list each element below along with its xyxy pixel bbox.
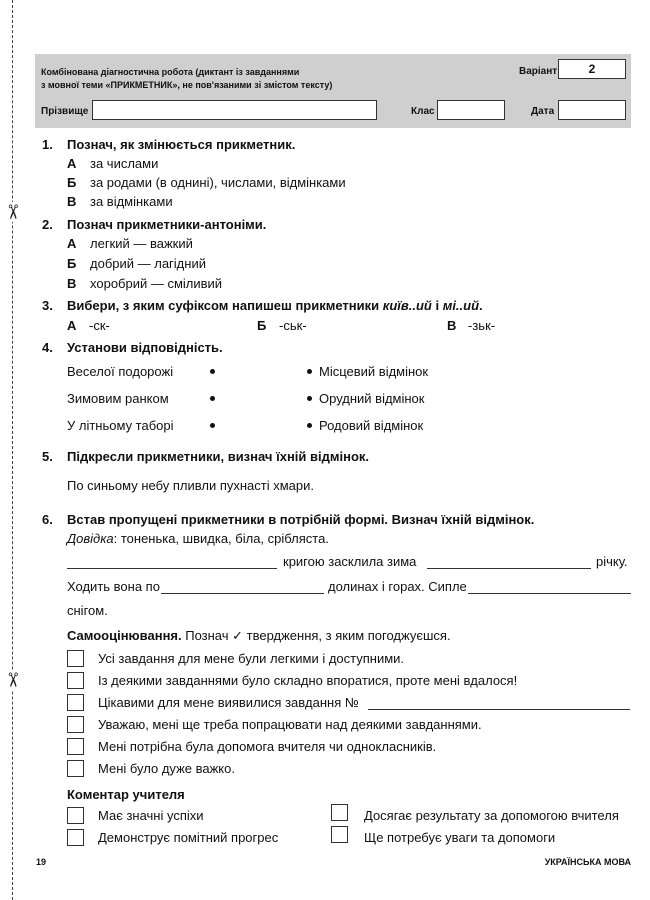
q3-option-c: -зьк- bbox=[468, 318, 496, 333]
worksheet-title bbox=[41, 66, 332, 92]
q6-blank-1[interactable] bbox=[67, 568, 277, 569]
q4-right-dot[interactable] bbox=[307, 369, 312, 374]
subject-label: УКРАЇНСЬКА МОВА bbox=[544, 857, 631, 867]
self-check-checkbox[interactable] bbox=[67, 672, 84, 689]
scissors-icon: ✂ bbox=[1, 671, 23, 689]
q4-left-dot[interactable] bbox=[210, 423, 215, 428]
q1-option-c-letter[interactable]: В bbox=[67, 194, 77, 209]
q4-left-dot[interactable] bbox=[210, 396, 215, 401]
self-check-checkbox[interactable] bbox=[67, 716, 84, 733]
q6-hint bbox=[67, 531, 329, 546]
q2-option-c: хоробрий — сміливий bbox=[90, 276, 223, 291]
q6-blank-4[interactable] bbox=[468, 593, 631, 594]
teacher-checkbox[interactable] bbox=[331, 804, 348, 821]
q6-hint-label: Довідка bbox=[67, 531, 114, 546]
q5-title: Підкресли прикметники, визнач їхній відмінок. bbox=[67, 449, 370, 464]
q4-right-item: Орудний відмінок bbox=[319, 391, 425, 406]
teacher-item: Має значні успіхи bbox=[98, 808, 204, 823]
q1-number: 1. bbox=[42, 137, 53, 152]
self-check-checkbox[interactable] bbox=[67, 694, 84, 711]
teacher-item: Ще потребує уваги та допомоги bbox=[364, 830, 556, 845]
q3-number: 3. bbox=[42, 298, 53, 313]
self-check-checkbox[interactable] bbox=[67, 760, 84, 777]
q2-option-a: легкий — важкий bbox=[90, 236, 193, 251]
q1-option-b: за родами (в однині), числами, відмінками bbox=[90, 175, 346, 190]
self-check-checkbox[interactable] bbox=[67, 738, 84, 755]
teacher-checkbox[interactable] bbox=[67, 829, 84, 846]
q6-title: Встав пропущені прикметники в потрібній формі. Визнач їхній відмінок. bbox=[67, 512, 535, 527]
q3-option-a: -ск- bbox=[89, 318, 110, 333]
q4-left-item: Зимовим ранком bbox=[67, 391, 169, 406]
q4-left-dot[interactable] bbox=[210, 369, 215, 374]
q6-line1-mid: кригою засклила зима bbox=[283, 554, 417, 569]
self-check-item: Усі завдання для мене були легкими і доступними. bbox=[98, 651, 405, 666]
self-assessment-instruction: Познач ✓ твердження, з яким погоджуєшся. bbox=[181, 628, 451, 643]
cut-line bbox=[12, 0, 13, 900]
teacher-item: Демонструє помітний прогрес bbox=[98, 830, 279, 845]
q4-left-item: У літньому таборі bbox=[67, 418, 174, 433]
variant-label: Варіант bbox=[519, 66, 558, 77]
q6-line2-start: Ходить вона по bbox=[67, 579, 160, 594]
teacher-comment-title: Коментар учителя bbox=[67, 787, 185, 802]
q2-option-a-letter[interactable]: А bbox=[67, 236, 77, 251]
q3-word-2: мі..ий bbox=[442, 298, 480, 313]
class-label: Клас bbox=[411, 106, 435, 117]
surname-field[interactable] bbox=[92, 100, 377, 120]
self-check-checkbox[interactable] bbox=[67, 650, 84, 667]
q6-number: 6. bbox=[42, 512, 53, 527]
q5-number: 5. bbox=[42, 449, 53, 464]
q2-number: 2. bbox=[42, 217, 53, 232]
self-check-item: Мені було дуже важко. bbox=[98, 761, 235, 776]
self-check-item: Мені потрібна була допомога вчителя чи однокласників. bbox=[98, 739, 437, 754]
q6-line2-mid: долинах і горах. Сипле bbox=[328, 579, 467, 594]
q6-blank-2[interactable] bbox=[427, 568, 591, 569]
surname-label: Прізвище bbox=[41, 106, 89, 117]
q5-sentence[interactable]: По синьому небу пливли пухнасті хмари. bbox=[67, 478, 314, 493]
q6-blank-3[interactable] bbox=[161, 593, 324, 594]
q1-title: Познач, як змінюється прикметник. bbox=[67, 137, 296, 152]
class-field[interactable] bbox=[437, 100, 505, 120]
q1-option-c: за відмінками bbox=[90, 194, 173, 209]
variant-field[interactable]: 2 bbox=[558, 59, 626, 79]
q4-number: 4. bbox=[42, 340, 53, 355]
q3-word-1: київ..ий bbox=[382, 298, 432, 313]
q2-option-c-letter[interactable]: В bbox=[67, 276, 77, 291]
q3-connector: і bbox=[431, 298, 443, 313]
self-check-item: Цікавими для мене виявилися завдання № bbox=[98, 695, 359, 710]
q3-title bbox=[67, 298, 483, 313]
scissors-icon: ✂ bbox=[1, 203, 23, 221]
teacher-item: Досягає результату за допомогою вчителя bbox=[364, 808, 619, 823]
q2-option-b-letter[interactable]: Б bbox=[67, 256, 77, 271]
q6-line3: снігом. bbox=[67, 603, 108, 618]
q2-title: Познач прикметники-антоніми. bbox=[67, 217, 267, 232]
date-label: Дата bbox=[531, 106, 555, 117]
q4-right-item: Родовий відмінок bbox=[319, 418, 424, 433]
q3-option-c-letter[interactable]: В bbox=[447, 318, 457, 333]
q4-right-dot[interactable] bbox=[307, 423, 312, 428]
title-line-2: з мовної теми «ПРИКМЕТНИК», не пов'язаними зі змістом тексту) bbox=[41, 80, 333, 90]
q4-right-item: Місцевий відмінок bbox=[319, 364, 429, 379]
q4-right-dot[interactable] bbox=[307, 396, 312, 401]
q3-option-b-letter[interactable]: Б bbox=[257, 318, 267, 333]
q1-option-b-letter[interactable]: Б bbox=[67, 175, 77, 190]
self-assessment-bold: Самооцінювання. bbox=[67, 628, 182, 643]
title-line-1: Комбінована діагностична робота (диктант із завданнями bbox=[41, 67, 300, 77]
teacher-checkbox[interactable] bbox=[67, 807, 84, 824]
date-field[interactable] bbox=[558, 100, 626, 120]
self-assessment-title bbox=[67, 628, 451, 644]
q6-line1-end: річку. bbox=[596, 554, 628, 569]
task-number-blank[interactable] bbox=[368, 709, 630, 710]
self-check-item: Уважаю, мені ще треба попрацювати над деякими завданнями. bbox=[98, 717, 482, 732]
q4-left-item: Веселої подорожі bbox=[67, 364, 174, 379]
q6-hint-text: : тоненька, швидка, біла, срібляста. bbox=[113, 531, 329, 546]
self-check-item: Із деякими завданнями було складно впоратися, проте мені вдалося! bbox=[98, 673, 518, 688]
q3-option-a-letter[interactable]: А bbox=[67, 318, 77, 333]
teacher-checkbox[interactable] bbox=[331, 826, 348, 843]
header-panel bbox=[35, 54, 631, 128]
q1-option-a: за числами bbox=[90, 156, 159, 171]
q2-option-b: добрий — лагідний bbox=[90, 256, 206, 271]
page-number: 19 bbox=[36, 857, 47, 867]
q1-option-a-letter[interactable]: А bbox=[67, 156, 77, 171]
q3-option-b: -ськ- bbox=[279, 318, 307, 333]
q3-title-end: . bbox=[479, 298, 483, 313]
q4-title: Установи відповідність. bbox=[67, 340, 223, 355]
q3-title-start: Вибери, з яким суфіксом напишеш прикметники bbox=[67, 298, 383, 313]
